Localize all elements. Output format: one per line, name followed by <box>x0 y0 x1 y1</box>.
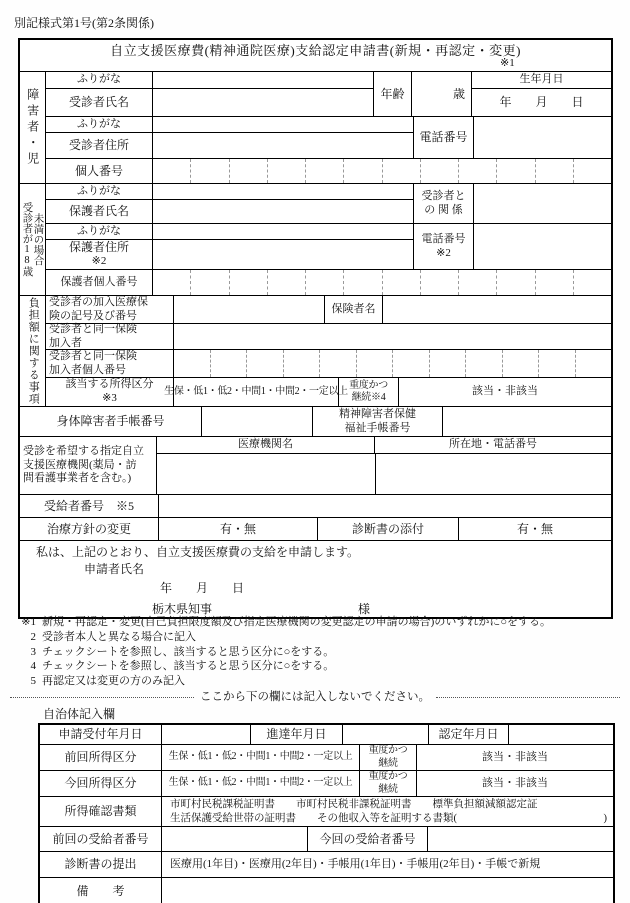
patient-address-furigana-label: ふりがな <box>46 117 153 132</box>
mental-techo-label: 精神障害者保健 福祉手帳番号 <box>312 407 442 436</box>
digit-cell <box>305 159 343 183</box>
patient-tel-input[interactable] <box>473 117 611 158</box>
footnote-2: 2 受診者本人と異なる場合に記入 <box>30 630 196 643</box>
guardian-name-label: 保護者氏名 <box>46 200 153 223</box>
section-patient-vlabel <box>20 72 46 183</box>
dotted-line-left <box>10 697 194 698</box>
governor-name: 栃木県知事 <box>152 602 213 616</box>
income-class-options: 生保・低1・低2・中間1・中間2・一定以上 <box>174 378 339 406</box>
same-insurance-mynumber-input[interactable] <box>174 350 611 377</box>
severe-continuous-options: 該当・非該当 <box>472 385 538 398</box>
digit-cell <box>246 350 283 377</box>
recipient-number-history-row <box>40 827 613 852</box>
current-severe-options: 該当・非該当 <box>482 776 548 789</box>
form-title: 自立支援医療費(精神通院医療)支給認定申請書(新規・再認定・変更) <box>110 43 521 58</box>
section-cost <box>20 296 611 407</box>
guardian-tel-input[interactable] <box>473 224 611 269</box>
digit-cell <box>343 270 381 295</box>
guardian-furigana-input[interactable] <box>153 184 413 199</box>
section-cost-vlabel <box>20 296 46 406</box>
digit-cell <box>267 270 305 295</box>
recipient-number-input[interactable] <box>159 495 611 517</box>
digit-cell <box>267 159 305 183</box>
previous-income-row <box>40 745 613 771</box>
birthdate-label: 生年月日 <box>472 72 611 89</box>
medical-org-label: 受診を希望する指定自立 支援医療機関(薬局・訪 問看護事業者を含む。) <box>20 437 157 494</box>
section-patient-vlabel-text: 障害者・児 <box>25 87 40 168</box>
diagnosis-submission-options: 医療用(1年目)・医療用(2年目)・手帳用(1年目)・手帳用(2年目)・手帳で新規 <box>170 857 541 870</box>
physical-techo-label: 身体障害者手帳番号 <box>20 407 202 436</box>
guardian-mynumber-label: 保護者個人番号 <box>46 270 153 295</box>
digit-cell <box>535 270 573 295</box>
digit-cell <box>535 159 573 183</box>
footnote-4: 4 チェックシートを参照し、該当すると思う区分に○をする。 <box>30 660 335 673</box>
relation-label: 受診者と の 関 係 <box>413 184 473 223</box>
current-recipient-number-label: 今回の受給者番号 <box>308 827 428 851</box>
digit-cell <box>229 270 267 295</box>
separator-text: ここから下の欄には記入しないでください。 <box>200 691 430 703</box>
digit-cell <box>392 350 429 377</box>
digit-cell <box>502 350 539 377</box>
digit-cell <box>420 159 458 183</box>
income-docs-row <box>40 797 613 827</box>
relation-input[interactable] <box>473 184 611 223</box>
patient-furigana-input[interactable] <box>153 72 373 88</box>
dotted-line-right <box>436 697 620 698</box>
patient-mynumber-input[interactable] <box>153 159 611 183</box>
diagnosis-attach-options: 有・無 <box>516 521 553 536</box>
same-insurance-mynumber-label: 受診者と同一保険 加入者個人番号 <box>46 350 174 377</box>
patient-address-label: 受診者住所 <box>46 133 153 158</box>
muni-dates-row <box>40 725 613 745</box>
digit-cell <box>575 350 612 377</box>
section-guardian-vlabel-right: 未満の場合 <box>32 213 44 266</box>
insurance-number-label: 受診者の加入医療保 険の記号及び番号 <box>46 296 174 323</box>
patient-name-label: 受診者氏名 <box>46 89 153 116</box>
patient-address-input[interactable] <box>153 133 413 158</box>
footnote-5: 5 再認定又は変更の方のみ記入 <box>30 675 185 687</box>
techo-row <box>20 407 611 437</box>
digit-cell <box>283 350 320 377</box>
digit-cell <box>496 159 534 183</box>
patient-tel-label: 電話番号 <box>413 117 473 158</box>
remarks-input[interactable] <box>162 878 613 903</box>
patient-mynumber-label: 個人番号 <box>46 159 153 183</box>
guardian-name-input[interactable] <box>153 200 413 223</box>
previous-recipient-number-input[interactable] <box>162 827 308 851</box>
remarks-label: 備 考 <box>40 878 162 903</box>
org-name-input[interactable] <box>157 454 376 494</box>
guardian-furigana-label: ふりがな <box>46 184 153 199</box>
digit-cell <box>229 159 267 183</box>
digit-cell <box>356 350 393 377</box>
declaration-statement: 私は、上記のとおり、自立支援医療費の支給を申請します。 <box>36 545 360 559</box>
current-income-label: 今回所得区分 <box>40 771 162 796</box>
remarks-row <box>40 878 613 903</box>
age-unit-label: 歳 <box>411 72 471 116</box>
previous-severe-options: 該当・非該当 <box>482 750 548 763</box>
digit-cell <box>496 270 534 295</box>
digit-cell <box>573 159 611 183</box>
policy-change-label: 治療方針の変更 <box>20 518 159 540</box>
honorific: 様 <box>358 602 371 616</box>
policy-change-options: 有・無 <box>159 518 318 540</box>
digit-cell <box>382 270 420 295</box>
income-docs-options: 市町村民税課税証明書 市町村民税非課税証明書 標準負担額減額認定証 生活保護受給世帯の証明書 その他収入等を証明する書類( ) <box>170 799 607 824</box>
current-severe-label: 重度かつ 継続 <box>360 771 417 796</box>
org-address-header: 所在地・電話番号 <box>449 438 537 451</box>
income-docs-label: 所得確認書類 <box>40 797 162 826</box>
current-income-options: 生保・低1・低2・中間1・中間2・一定以上 <box>162 771 360 796</box>
previous-income-label: 前回所得区分 <box>40 745 162 770</box>
recipient-number-row <box>20 495 611 518</box>
digit-cell <box>382 159 420 183</box>
guardian-address-label: 保護者住所 ※2 <box>46 240 153 269</box>
guardian-address-input[interactable] <box>153 240 413 269</box>
digit-cell <box>153 270 190 295</box>
same-insurance-input[interactable] <box>174 324 611 349</box>
application-date-line: 年 月 日 <box>160 581 245 595</box>
section-cost-vlabel-text: 負担額に関する事項 <box>27 297 40 405</box>
patient-furigana-label: ふりがな <box>46 72 153 88</box>
digit-cell <box>190 270 228 295</box>
do-not-write-separator <box>4 690 626 704</box>
application-received-date-label: 申請受付年月日 <box>40 725 162 744</box>
guardian-address-furigana-input[interactable] <box>153 224 413 239</box>
org-name-header: 医療機関名 <box>157 437 375 453</box>
title-note-ref1: ※1 <box>500 57 515 69</box>
forwarded-date-label: 進達年月日 <box>251 725 343 744</box>
footnote-1: ※1 新規・再認定・変更(自己負担限度額及び指定医療機関の変更認定の申請の場合)のいずれかに○をする。 <box>21 616 551 628</box>
digit-cell <box>538 350 575 377</box>
current-recipient-number-input[interactable] <box>428 827 613 851</box>
digit-cell <box>420 270 458 295</box>
age-label: 年齢 <box>373 72 411 116</box>
digit-cell <box>305 270 343 295</box>
digit-cell <box>319 350 356 377</box>
policy-change-row <box>20 518 611 541</box>
guardian-mynumber-input[interactable] <box>153 270 611 295</box>
certified-date-label: 認定年月日 <box>429 725 509 744</box>
previous-recipient-number-label: 前回の受給者番号 <box>40 827 162 851</box>
addressee-line <box>20 602 611 617</box>
org-address-input[interactable] <box>376 454 611 494</box>
digit-cell <box>153 159 190 183</box>
forwarded-date-input[interactable] <box>343 725 429 744</box>
previous-severe-label: 重度かつ 継続 <box>360 745 417 770</box>
insurer-label: 保険者名 <box>324 296 382 323</box>
guardian-address-furigana-label: ふりがな <box>46 224 153 239</box>
income-class-label: 該当する所得区分 ※3 <box>46 378 174 406</box>
diagnosis-attach-label: 診断書の添付 <box>318 518 459 540</box>
current-income-row <box>40 771 613 797</box>
footnote-3: 3 チェックシートを参照し、該当すると思う区分に○をする。 <box>30 645 335 658</box>
digit-cell <box>210 350 247 377</box>
recipient-number-label: 受給者番号 ※5 <box>20 495 159 517</box>
digit-cell <box>573 270 611 295</box>
patient-address-furigana-input[interactable] <box>153 117 413 132</box>
form-title-block <box>20 40 611 72</box>
main-form-table <box>18 38 613 619</box>
insurance-number-input[interactable] <box>174 296 324 323</box>
application-received-date-input[interactable] <box>162 725 251 744</box>
municipality-table <box>38 723 615 903</box>
diagnosis-submission-label: 診断書の提出 <box>40 852 162 877</box>
digit-cell <box>458 159 496 183</box>
severe-continuous-label: 重度かつ 継続※4 <box>339 378 399 406</box>
digit-cell <box>343 159 381 183</box>
footnotes <box>6 616 626 690</box>
physical-techo-input[interactable] <box>202 407 312 436</box>
digit-cell <box>465 350 502 377</box>
guardian-tel-label: 電話番号 ※2 <box>413 224 473 269</box>
digit-cell <box>429 350 466 377</box>
birthdate-ymd[interactable]: 年 月 日 <box>499 95 584 109</box>
municipality-section-heading: 自治体記入欄 <box>43 707 116 721</box>
same-insurance-label: 受診者と同一保険 加入者 <box>46 324 174 349</box>
digit-cell <box>458 270 496 295</box>
form-code: 別記様式第1号(第2条関係) <box>14 16 154 30</box>
section-guardian-vlabel-left: 受診者が18歳 <box>21 202 33 277</box>
digit-cell <box>174 350 210 377</box>
section-patient <box>20 72 611 184</box>
declaration-block <box>20 541 611 617</box>
certified-date-input[interactable] <box>509 725 613 744</box>
insurer-input[interactable] <box>382 296 611 323</box>
section-guardian <box>20 184 611 296</box>
mental-techo-input[interactable] <box>442 407 611 436</box>
section-guardian-vlabel <box>20 184 46 295</box>
medical-org-row <box>20 437 611 495</box>
applicant-name-label: 申請者氏名 <box>84 562 145 576</box>
previous-income-options: 生保・低1・低2・中間1・中間2・一定以上 <box>162 745 360 770</box>
patient-name-input[interactable] <box>153 89 373 116</box>
diagnosis-submission-row <box>40 852 613 878</box>
digit-cell <box>190 159 228 183</box>
